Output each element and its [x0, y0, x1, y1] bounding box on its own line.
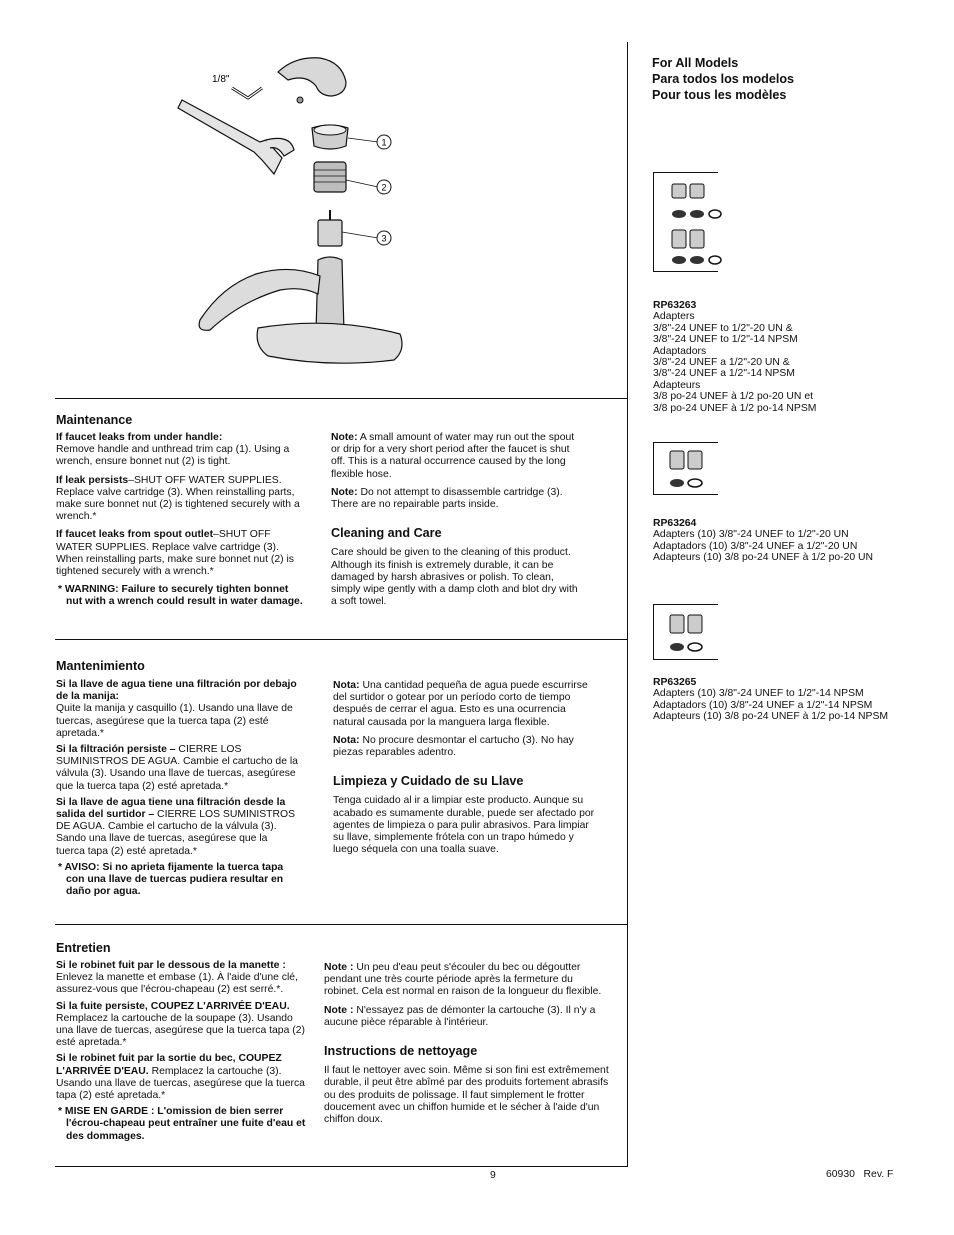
part-rp63264: RP63264 Adapters (10) 3/8"-24 UNEF to 1/2"-20 UN Adaptadors (10) 3/8"-24 UNEF a 1/2"-20 UN Adapteurs (10) 3/8 po-24 UNEF à 1/2 po-20 UN [653, 518, 874, 564]
handle-icon [278, 58, 346, 96]
section-divider-4 [55, 1166, 628, 1167]
bonnet-nut-icon [314, 162, 346, 192]
faucet-body-icon [316, 257, 344, 332]
right-heading: For All Models Para todos los modelos Pour tous les modèles [652, 56, 795, 102]
entretien-left-column: Si le robinet fuit par le dessous de la manette : Enlevez la manette et embase (1). À l'aide d'une clé, assurez-vous que l'écrou-chapeau (2) est serré.*. Si la fuite persiste, COUPEZ L'ARRIVÉE D'EAU. Remplacez la cartouche de la soupape (3). Usando una llave de tuercas, asegúrese que la tuerca tapa (2) esté apretada.* Si le robinet fuit par la sortie du bec, COUPEZ L'ARRIVÉE D'EAU. Remplacez la cartouche (3). Usando una llave de tuercas, asegúrese que la tuerca tapa (2) esté apretada.* * MISE EN GARDE : L'omission de bien serrer l'écrou-chapeau peut entraîner une fuite d'eau et des dommages. [56, 960, 312, 1149]
part-image-rp63264 [653, 442, 718, 495]
part-image-rp63265 [653, 604, 718, 660]
svg-text:3: 3 [381, 233, 387, 244]
wrench-icon [178, 100, 282, 174]
svg-text:1: 1 [381, 137, 387, 148]
part-rp63265: RP63265 Adapters (10) 3/8"-24 UNEF to 1/2"-14 NPSM Adaptadors (10) 3/8"-24 UNEF a 1/2"-14 NPSM Adapteurs (10) 3/8 po-24 UNEF à 1/2 po-14 NPSM [653, 677, 889, 723]
part-image-rp63263 [653, 172, 718, 272]
part-rp63263: RP63263 Adapters 3/8"-24 UNEF to 1/2"-20 UN & 3/8"-24 UNEF to 1/2"-14 NPSM Adaptadors 3/8"-24 UNEF a 1/2"-20 UN & 3/8"-24 UNEF a 1/2"-14 NPSM Adapteurs 3/8 po-24 UNEF à 1/2 po-20 UN et 3/8 po-24 UNEF à 1/2 po-14 NPSM [653, 300, 817, 414]
entretien-right-column: Note : Un peu d'eau peut s'écouler du bec ou dégoutter pendant une très courte période après la fermeture du robinet. Cela est normal en raison de la longueur du flexible. Note : N'essayez pas de démonter la cartouche (3). Il n'y a aucune pièce réparable à l'intérieur. Instructions de nettoyage Il faut le nettoyer avec soin. Même si son fini est extrêmement durable, il peut être abîmé par des produits fortement abrasifs ou des produits de polissage. Il faut simplement le frotter doucement avec un chiffon humide et le sécher à l'aide d'un chiffon doux. [324, 962, 609, 1126]
maintenance-title: Maintenance [56, 413, 133, 427]
maintenance-right-column: Note: A small amount of water may run out the spout or drip for a very short period after the faucet is shut off. This is a natural occurrence caused by the long flexible hose. Note: Do not attempt to disassemble cartridge (3). There are no repairable parts inside. Cleaning and Care Care should be given to the cleaning of this product. Although its finish is extremely durable, it can be damaged by harsh abrasives or polish. To clean, simply wipe gently with a damp cloth and blot dry with a soft towel. [331, 432, 581, 614]
mantenimiento-right-column: Nota: Una cantidad pequeña de agua puede escurrirse del surtidor o gotear por un período corto de tiempo después de cerrar el agua. Esto es una ocurrencia natural causada por la manguera larga flexible. Nota: No procure desmontar el cartucho (3). No hay piezas reparables adentro. Limpieza y Cuidado de su Llave Tenga cuidado al ir a limpiar este producto. Aunque su acabado es sumamente durable, puede ser afectado por agentes de limpieza o para pulir abrasivos. Para limpiar su llave, simplemente frótela con un trapo húmedo y luego séquela con una toalla suave. [333, 680, 595, 856]
faucet-exploded-diagram [170, 50, 430, 380]
column-divider [627, 42, 628, 1167]
mise-en-garde-note: * MISE EN GARDE : L'omission de bien serrer l'écrou-chapeau peut entraîner une fuite d'eau et des dommages. [58, 1106, 306, 1142]
cleaning-title: Cleaning and Care [331, 526, 442, 541]
mantenimiento-left-column: Si la llave de agua tiene una filtración por debajo de la manija: Quite la manija y casquillo (1). Usando una llave de tuercas, asegúrese que la tuerca tapa (2) esté apretada.* Si la filtración persiste – CIERRE LOS SUMINISTROS DE AGUA. Cambie el cartucho de la válvula (3). Usando una llave de tuercas, asegúrese que la tuerca tapa (2) esté apretada.* Si la llave de agua tiene una filtración desde la salida del surtidor – CIERRE LOS SUMINISTROS DE AGUA. Cambie el cartucho de la válvula (3). Sando una llave de tuercas, asegúrese que la tuerca tapa (2) esté apretada.* * AVISO: Si no aprieta fijamente la tuerca tapa con una llave de tuercas pudiera resultar en daño por agua. [56, 679, 298, 898]
hex-key-size-label: 1/8" [212, 74, 230, 85]
spout-icon [199, 269, 320, 330]
aviso-note: * AVISO: Si no aprieta fijamente la tuerca tapa con una llave de tuercas pudiera resultar en daño por agua. [58, 861, 284, 898]
entretien-title: Entretien [56, 941, 111, 955]
nettoyage-title: Instructions de nettoyage [324, 1044, 478, 1059]
svg-text:2: 2 [381, 182, 387, 193]
section-divider-2 [55, 639, 628, 640]
warning-note: * WARNING: Failure to securely tighten bonnet nut with a wrench could result in water damage. [58, 584, 303, 608]
cartridge-icon [318, 220, 342, 246]
section-divider-3 [55, 924, 628, 925]
deck-plate-icon [257, 323, 402, 363]
section-divider-1 [55, 398, 628, 399]
hex-key-icon [232, 88, 262, 98]
limpieza-title: Limpieza y Cuidado de su Llave [333, 774, 524, 789]
mantenimiento-title: Mantenimiento [56, 659, 145, 673]
page-number: 9 [490, 1170, 496, 1181]
maintenance-left-column: If faucet leaks from under handle: Remove handle and unthread trim cap (1). Using a wrench, ensure bonnet nut (2) is tight. If leak persists–SHUT OFF WATER SUPPLIES. Replace valve cartridge (3). When reinstalling parts, make sure bonnet nut (2) is tightened securely with a wrench.* If faucet leaks from spout outlet–SHUT OFF WATER SUPPLIES. Replace valve cartridge (3). When reinstalling parts, make sure bonnet nut (2) is tightened securely with a wrench.* * WARNING: Failure to securely tighten bonnet nut with a wrench could result in water damage. [56, 432, 306, 615]
document-revision: 60930 Rev. F [826, 1169, 894, 1180]
set-screw-icon [297, 97, 303, 103]
